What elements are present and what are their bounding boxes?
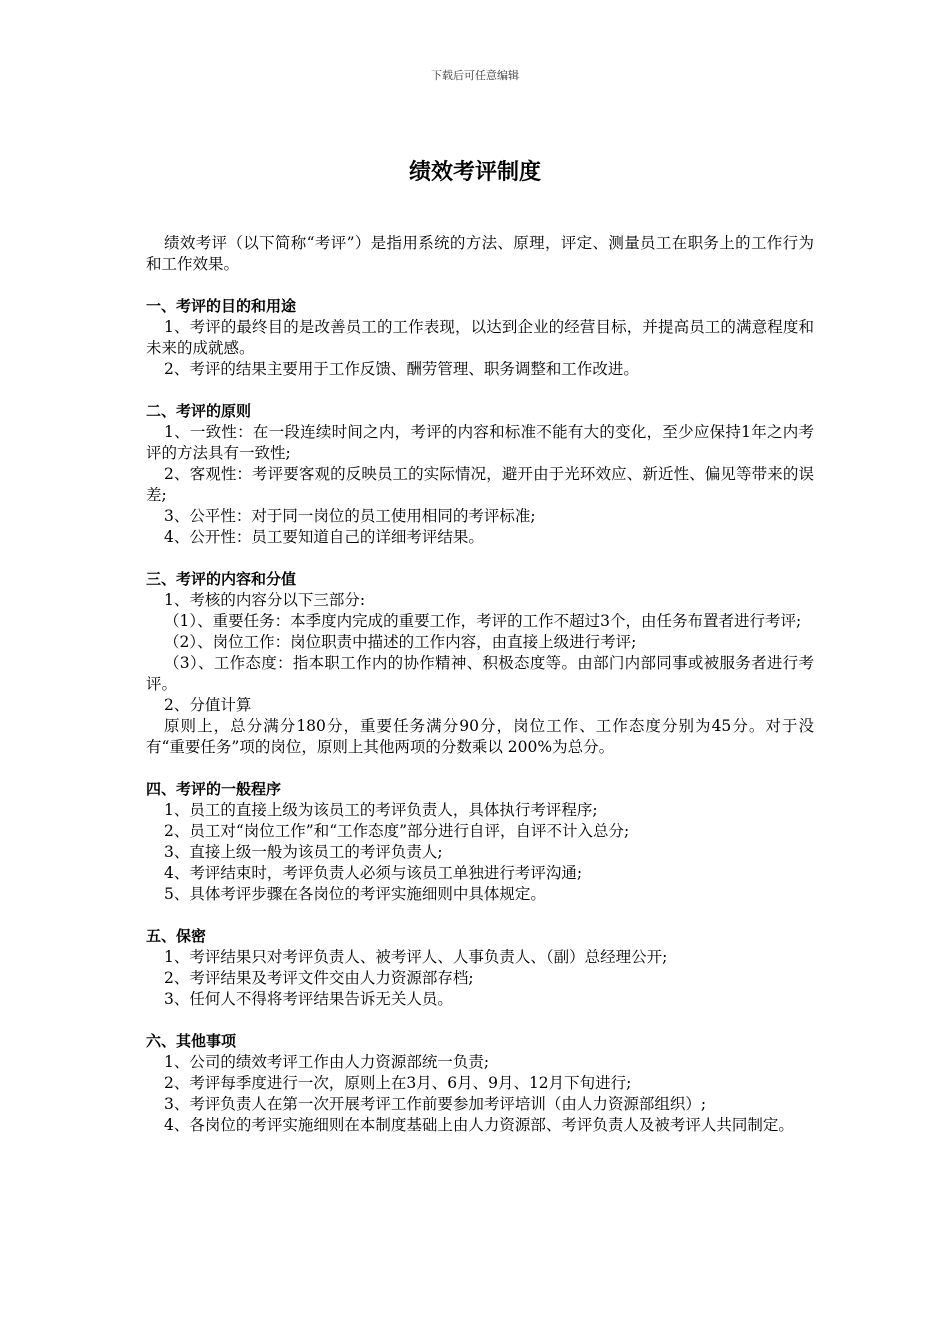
list-item: （1）、重要任务：本季度内完成的重要工作，考评的工作不超过3个，由任务布置者进行考评; xyxy=(164,612,802,630)
list-item: 1、考核的内容分以下三部分: xyxy=(164,591,366,609)
list-item: 1、考评的最终目的是改善员工的工作表现，以达到企业的经营目标，并提高员工的满意程度和未来的成就感。 xyxy=(146,318,814,357)
list-item: 2、考评的结果主要用于工作反馈、酬劳管理、职务调整和工作改进。 xyxy=(164,360,639,378)
list-item: 2、考评结果及考评文件交由人力资源部存档; xyxy=(164,969,474,987)
section-heading: 二、考评的原则 xyxy=(146,402,252,420)
list-item: 2、客观性：考评要客观的反映员工的实际情况，避开由于光环效应、新近性、偏见等带来的误差; xyxy=(146,465,814,504)
list-item: 1、员工的直接上级为该员工的考评负责人，具体执行考评程序; xyxy=(164,801,598,819)
section-other-matters xyxy=(146,1031,814,1136)
intro-paragraph: 绩效考评（以下简称“考评”）是指用系统的方法、原理，评定、测量员工在职务上的工作行为和工作效果。 xyxy=(146,234,814,273)
list-item: 4、各岗位的考评实施细则在本制度基础上由人力资源部、考评负责人及被考评人共同制定。 xyxy=(164,1116,794,1134)
section-confidentiality xyxy=(146,926,814,1010)
list-item: 2、分值计算 xyxy=(164,696,252,714)
section-heading: 三、考评的内容和分值 xyxy=(146,570,297,588)
list-item: （2）、岗位工作：岗位职责中描述的工作内容，由直接上级进行考评; xyxy=(164,633,637,651)
list-item: 4、公开性：员工要知道自己的详细考评结果。 xyxy=(164,528,484,546)
page-header: 下载后可任意编辑 xyxy=(431,69,519,82)
list-item: 2、考评每季度进行一次，原则上在3月、6月、9月、12月下旬进行; xyxy=(164,1074,632,1092)
list-item: （3）、工作态度：指本职工作内的协作精神、积极态度等。由部门内部同事或被服务者进行考评。 xyxy=(146,654,814,693)
list-item: 1、一致性：在一段连续时间之内，考评的内容和标准不能有大的变化，至少应保持1年之内考评的方法具有一致性; xyxy=(146,423,814,462)
section-purpose xyxy=(146,296,814,380)
section-heading: 四、考评的一般程序 xyxy=(146,780,282,798)
document-body xyxy=(146,233,814,1136)
list-item: 5、具体考评步骤在各岗位的考评实施细则中具体规定。 xyxy=(164,885,546,903)
section-content-scores xyxy=(146,569,814,758)
list-item: 3、直接上级一般为该员工的考评负责人; xyxy=(164,843,443,861)
list-item: 4、考评结束时，考评负责人必须与该员工单独进行考评沟通; xyxy=(164,864,583,882)
section-principles xyxy=(146,401,814,548)
list-item: 1、公司的绩效考评工作由人力资源部统一负责; xyxy=(164,1053,490,1071)
list-item: 3、考评负责人在第一次开展考评工作前要参加考评培训（由人力资源部组织）; xyxy=(164,1095,707,1113)
section-heading: 五、保密 xyxy=(146,927,207,945)
list-item: 原则上，总分满分180分，重要任务满分90分，岗位工作、工作态度分别为45分。对于没有“重要任务”项的岗位，原则上其他两项的分数乘以 200%为总分。 xyxy=(146,717,814,756)
list-item: 3、任何人不得将考评结果告诉无关人员。 xyxy=(164,990,453,1008)
section-procedure xyxy=(146,779,814,905)
list-item: 3、公平性：对于同一岗位的员工使用相同的考评标准; xyxy=(164,507,536,525)
list-item: 2、员工对“岗位工作”和“工作态度”部分进行自评，自评不计入总分; xyxy=(164,822,630,840)
section-heading: 六、其他事项 xyxy=(146,1032,237,1050)
list-item: 1、考评结果只对考评负责人、被考评人、人事负责人、（副）总经理公开; xyxy=(164,948,668,966)
section-heading: 一、考评的目的和用途 xyxy=(146,297,297,315)
document-title: 绩效考评制度 xyxy=(408,160,541,185)
